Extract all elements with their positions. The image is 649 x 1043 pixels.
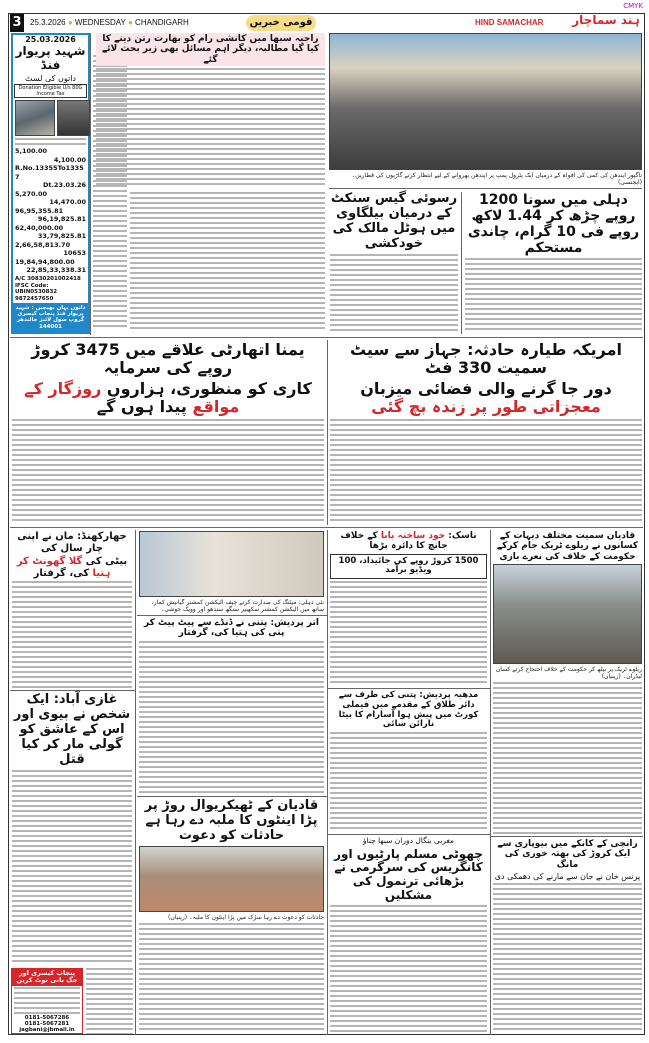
- photo-brick-debris: [139, 846, 324, 912]
- jharkhand-headline-1: جھارکھنڈ: ماں نے اپنی چار سال کی: [17, 531, 127, 554]
- fund-amount: 10653: [63, 249, 86, 258]
- up-story: [139, 618, 324, 794]
- mp-story: [330, 691, 487, 832]
- photo-fuel-queue: [329, 33, 642, 170]
- up-headline: اتر پردیش: پتنی نے ڈنڈے سے پیٹ پیٹ کر پتی کی ہتیا کی، گرفتار: [144, 618, 319, 639]
- photo-election-meeting: [139, 531, 324, 597]
- fund-amount: 22,85,33,338.31: [26, 266, 86, 275]
- fund-box: [11, 33, 90, 334]
- farmers-caption: ریلوے ٹریک پر بیٹھ کر حکومت کے خلاف احتجاج کرتے کسان لیڈران۔ (زینیاں): [495, 666, 642, 681]
- gold-story: [465, 192, 642, 333]
- fund-account: A/C 30830201002418: [15, 275, 81, 282]
- plane-story: [330, 341, 642, 523]
- plane-headline-2: دور جا گرنے والی فضائی میزبان معجزاتی طور پر زندہ بچ گئی: [360, 378, 612, 417]
- fund-amount: 96,19,825.81: [37, 215, 86, 224]
- fund-amount: 33,79,825.81: [37, 232, 86, 241]
- farmers-headline: قادیان سمیت مختلف دیہات کے کسانوں نے ریلوے ٹریک جام کرکے حکومت کے خلاف کی نعرے بازی: [496, 531, 639, 562]
- fund-amount: 5,270.00: [15, 189, 48, 198]
- weekday: WEDNESDAY: [74, 18, 126, 27]
- jharkhand-headline-2: بیٹی کی گلا گھونٹ کر ہتیا کی، گرفتار: [16, 556, 128, 579]
- cmyk-mark: CMYK: [623, 2, 643, 10]
- fund-amount: R.No.13355To13357: [15, 164, 84, 181]
- fund-amount: 5,100.00: [15, 147, 48, 156]
- photo-donors: [15, 100, 55, 136]
- photo-martyr: [57, 100, 90, 136]
- fund-title: شہید پریوار فنڈ: [15, 44, 86, 72]
- notice-box: [11, 968, 83, 1034]
- top-headline: راجیہ سبھا میں کانشی رام کو بھارت رتن دینے کا کیا گیا مطالبہ، دیگر اہم مسائل بھی زیر بحث لائے گئے: [96, 33, 325, 66]
- election-story: [139, 531, 324, 613]
- ranchi-subheadline: پرنس خان نے جان سے مارنے کی دھمکی دی: [494, 872, 641, 882]
- yamuna-story: [12, 341, 324, 523]
- jharkhand-story: [12, 531, 132, 688]
- fund-footer: داتوں یہاں بھیجیں : شہید پریوار فنڈ پنجاب کیسری گروپ سول لائنز جالندھر 144001: [13, 303, 88, 332]
- tax-note: Donation Eligible U/s 80G Income Tax: [14, 84, 87, 98]
- bengal-kicker: مغربی بنگال دوران سبھا چناؤ: [362, 836, 455, 845]
- top-story: [96, 33, 325, 185]
- page-number: 3: [10, 14, 24, 32]
- farmers-story: [493, 531, 642, 834]
- qadian-road-caption: حادثات کو دعوت دے رہا سڑک میں پڑا اینٹوں کا ملبہ۔ (زینیاں): [168, 913, 324, 921]
- fund-amount: 2,66,58,813.70: [15, 240, 71, 249]
- fund-amount: 96,95,355.81: [15, 206, 64, 215]
- notice-phone-2: 0181-5067281: [24, 1021, 70, 1027]
- nashik-headline: ناسک: خود ساختہ بابا کے خلاف جانچ کا دائرہ بڑھا: [340, 531, 477, 552]
- ranchi-story: [493, 839, 642, 1032]
- fund-phone: 9872457650: [15, 295, 54, 302]
- gas-headline: رسوئی گیس سنکٹ کے درمیان بیلگاوی میں ہوٹل مالک کی خودکشی: [330, 191, 458, 251]
- fund-date: 25.03.2026: [25, 35, 76, 44]
- fund-amount: 14,470.00: [49, 198, 86, 207]
- yamuna-headline-2: کاری کو منظوری، ہزاروں روزگار کے مواقع پیدا ہوں گے: [24, 378, 312, 417]
- fund-amount: 62,40,000.00: [15, 223, 64, 232]
- fund-amount: 19,84,94,800.00: [15, 257, 75, 266]
- gas-story: [330, 192, 458, 333]
- notice-phone-1: 0181-5067286: [24, 1015, 70, 1021]
- date: 25.3.2026: [30, 18, 66, 27]
- photo-caption: ناگپور ایندھن کی کمی کی افواہ کے درمیان ایک پٹرول پمپ پر ایندھن بھروانے کے لیے انتظار کرتے گاڑیوں کی قطاریں۔ (ایجنسی): [351, 171, 642, 186]
- city: CHANDIGARH: [135, 18, 189, 27]
- dateline: 25.3.2026 ● WEDNESDAY ● CHANDIGARH: [30, 18, 189, 27]
- fund-ifsc: IFSC Code: UBIN0530832: [15, 282, 58, 295]
- notice-email: jagbani@jbmail.in: [19, 1027, 75, 1033]
- page-header: [10, 14, 643, 32]
- qadian-road-story: [139, 799, 324, 1032]
- ghaziabad-headline: غازی آباد: ایک شخص نے بیوی اور اس کے عاشق کو گولی مار کر کیا قتل: [13, 692, 131, 767]
- photo-farmers-protest: [493, 564, 642, 664]
- fund-amount: 4,100.00: [53, 155, 86, 164]
- bengal-story: [330, 837, 487, 1032]
- ghaziabad-story: [12, 693, 132, 965]
- photo-story: [329, 33, 642, 186]
- nashik-story: [330, 531, 487, 686]
- gold-headline: دہلی میں سونا 1200 روپے چڑھ کر 1.44 لاکھ روپے فی 10 گرام، چاندی مستحکم: [467, 192, 640, 257]
- brand-en: HIND SAMACHAR: [475, 18, 544, 27]
- yamuna-headline-1: یمنا اتھارٹی علاقے میں 3475 کروڑ روپے کی سرمایہ: [31, 340, 305, 378]
- fund-amount: Dt.23.03.26: [42, 181, 86, 190]
- fund-amounts: [13, 147, 88, 275]
- section-title: قومی خبریں: [246, 15, 316, 31]
- nashik-subheadline: 1500 کروڑ روپے کی جائیداد، 100 ویڈیو برآمد: [330, 554, 487, 580]
- fund-subtitle: داتوں کی لسٹ: [24, 73, 76, 83]
- mp-headline: مدھیہ پردیش: پتنی کی طرف سے دائر طلاق کے مقدمے میں فیملی کورٹ میں پیش ہوا آسارام کا بیٹا نارائن سائی: [338, 690, 479, 730]
- bengal-headline: چھوٹی مسلم پارٹیوں اور کانگریس کی سرگرمی نے بڑھائی ترنمول کی مشکلیں: [334, 846, 483, 903]
- ranchi-headline: رانچی کے کانکے میں بیوپاری سے ایک کروڑ کی بھتہ خوری کی مانگ: [497, 839, 638, 870]
- qadian-road-headline: قادیان کے ٹھیکریوال روڑ پر پڑا اینٹوں کا ملبہ دے رہا ہے حادثات کو دعوت: [144, 798, 319, 843]
- notice-title: پنجاب کیسری اور جگ بانی نوٹ کریں: [12, 969, 82, 986]
- brand-logo: ہند سماچار: [572, 13, 640, 27]
- election-caption: نئی دہلی: میٹنگ کی صدارت کرتے چیف الیکشن کمشنر گیانیش کمار، ساتھ میں الیکشن کمشنر سکھبیر سنگھ سندھو اور وویک جوشی۔: [151, 598, 324, 613]
- plane-headline-1: امریکہ طیارہ حادثہ: جہاز سے سیٹ سمیت 330 فٹ: [349, 340, 623, 378]
